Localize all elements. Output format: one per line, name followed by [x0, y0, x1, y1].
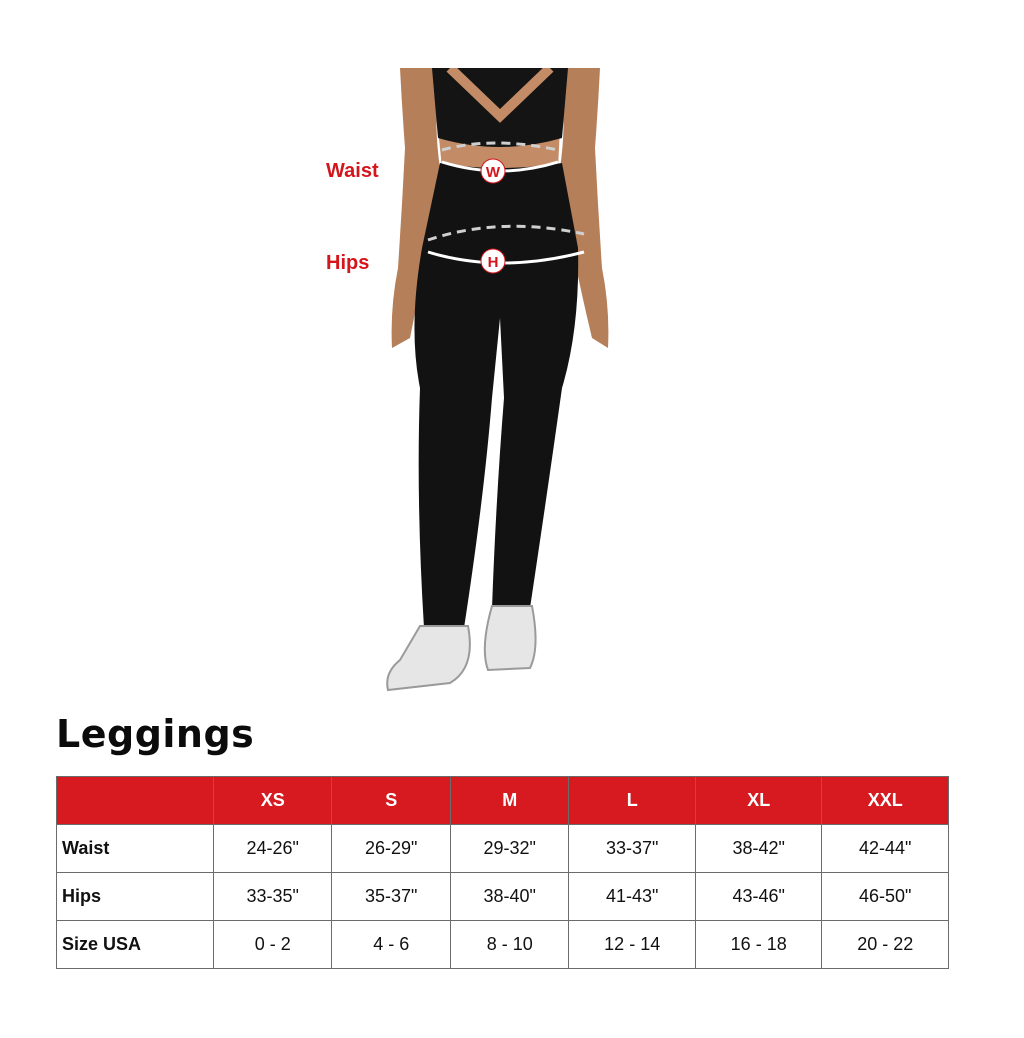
table-cell: 46-50": [822, 873, 949, 921]
table-cell: 41-43": [569, 873, 696, 921]
table-cell: 12 - 14: [569, 921, 696, 969]
header-cell-xl: XL: [695, 777, 822, 825]
table-cell: 20 - 22: [822, 921, 949, 969]
table-row-hips: [57, 873, 949, 921]
row-label-hips: Hips: [57, 873, 214, 921]
table-cell: 42-44": [822, 825, 949, 873]
page-title: Leggings: [56, 712, 255, 756]
waist-marker-icon: [481, 159, 505, 183]
table-cell: 33-35": [214, 873, 332, 921]
table-header-row: [57, 777, 949, 825]
header-cell-m: M: [450, 777, 568, 825]
table-cell: 24-26": [214, 825, 332, 873]
table-row-size-usa: [57, 921, 949, 969]
table-cell: 38-42": [695, 825, 822, 873]
hips-marker-letter: H: [487, 254, 499, 271]
table-cell: 33-37": [569, 825, 696, 873]
row-label-waist: Waist: [57, 825, 214, 873]
size-chart-table: [56, 776, 949, 969]
header-cell-s: S: [332, 777, 450, 825]
header-cell-xxl: XXL: [822, 777, 949, 825]
table-cell: 43-46": [695, 873, 822, 921]
header-cell-l: L: [569, 777, 696, 825]
table-cell: 0 - 2: [214, 921, 332, 969]
hips-marker-icon: [481, 249, 505, 273]
table-cell: 29-32": [450, 825, 568, 873]
table-cell: 16 - 18: [695, 921, 822, 969]
waist-marker-letter: W: [485, 164, 501, 181]
waist-label: Waist: [326, 160, 379, 182]
model-illustration: [380, 68, 620, 700]
table-row-waist: [57, 825, 949, 873]
table-cell: 26-29": [332, 825, 450, 873]
table-cell: 4 - 6: [332, 921, 450, 969]
table-cell: 8 - 10: [450, 921, 568, 969]
table-cell: 35-37": [332, 873, 450, 921]
table-cell: 38-40": [450, 873, 568, 921]
row-label-size-usa: Size USA: [57, 921, 214, 969]
hips-label: Hips: [326, 252, 370, 274]
header-cell-corner: [57, 777, 214, 825]
header-cell-xs: XS: [214, 777, 332, 825]
